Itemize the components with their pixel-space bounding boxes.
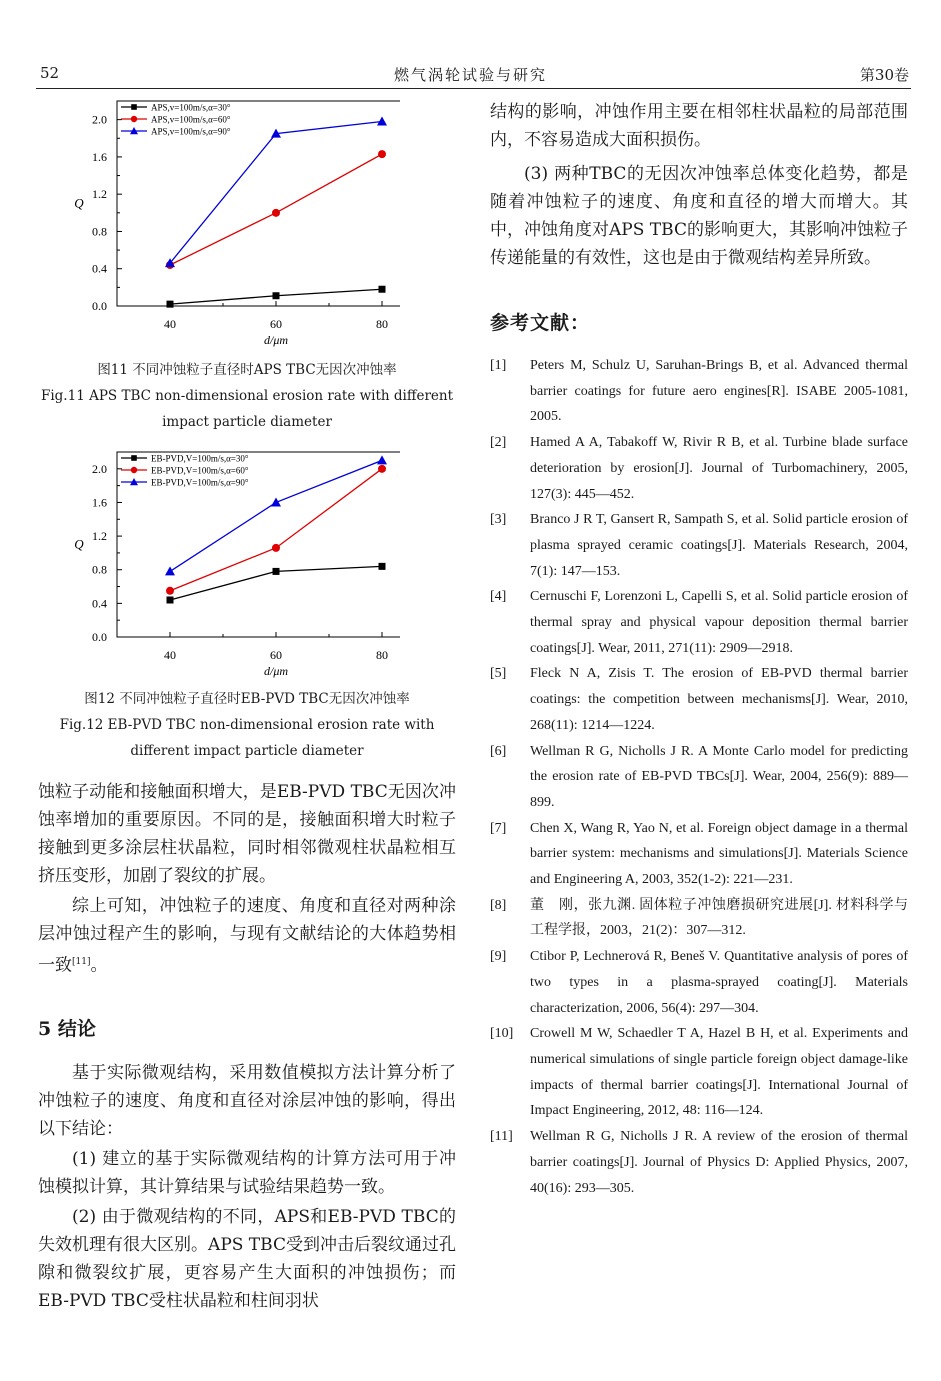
header-rule <box>36 88 911 89</box>
figure-11-caption-en-1: Fig.11 APS TBC non-dimensional erosion rate with different <box>40 388 454 404</box>
series-line <box>170 122 382 264</box>
reference-number: [3] <box>490 512 507 528</box>
citation: [11] <box>72 957 91 967</box>
reference-text: Hamed A A, Tabakoff W, Rivir R B, et al. Turbine blade surface deterioration by erosion[J]. Journal of Turbomachinery, 2005, 127(3): 445—452. <box>530 435 908 502</box>
reference-text: Wellman R G, Nicholls J R. A review of the erosion of thermal barrier coatings[J]. Journal of Physics D: Applied Physics, 2007, 40(16): 293—305. <box>530 1129 908 1196</box>
reference-item <box>490 1124 908 1201</box>
data-point <box>379 563 386 570</box>
reference-item <box>490 816 908 893</box>
reference-number: [6] <box>490 743 507 759</box>
data-point <box>273 292 280 299</box>
data-point <box>165 566 175 575</box>
figure-12-caption-cn: 图12 不同冲蚀粒子直径时EB-PVD TBC无因次冲蚀率 <box>84 691 410 707</box>
reference-text: Cernuschi F, Lorenzoni L, Capelli S, et al. Solid particle erosion of thermal spray and physical vapour deposition thermal barrier coatings[J]. Wear, 2011, 271(11): 2909—2918. <box>530 589 908 656</box>
figure-11-caption <box>38 357 456 435</box>
left-column-text <box>38 778 456 1315</box>
data-point <box>167 301 174 308</box>
x-tick-label: 40 <box>164 317 176 331</box>
data-point <box>377 455 387 464</box>
reference-number: [11] <box>490 1129 513 1145</box>
data-point <box>167 597 174 604</box>
data-point <box>272 209 280 217</box>
data-point <box>379 286 386 293</box>
reference-text: Branco J R T, Gansert R, Sampath S, et al. Solid particle erosion of plasma sprayed ceramic coatings[J]. Materials Research, 2004, 7(1): 147—153. <box>530 512 908 579</box>
y-tick-label: 0.0 <box>92 630 107 644</box>
figure-12-caption <box>38 686 456 764</box>
reference-text: 董 刚，张九渊. 固体粒子冲蚀磨损研究进展[J]. 材料科学与工程学报，2003，21(2)：307—312. <box>530 897 908 939</box>
data-point <box>271 497 281 506</box>
paragraph: 蚀粒子动能和接触面积增大，是EB-PVD TBC无因次冲蚀率增加的重要原因。不同的是，接触面积增大时粒子接触到更多涂层柱状晶粒，同时相邻微观柱状晶粒相互挤压变形，加剧了裂纹的扩展。 <box>38 782 456 886</box>
y-tick-label: 1.6 <box>92 149 107 164</box>
reference-item <box>490 661 908 738</box>
reference-item <box>490 739 908 816</box>
reference-text: Fleck N A, Zisis T. The erosion of EB-PVD thermal barrier coatings: the competition between mechanisms[J]. Wear, 2010, 268(11): 1214—1224. <box>530 666 908 733</box>
reference-text: Chen X, Wang R, Yao N, et al. Foreign object damage in a thermal barrier system: mechanisms and simulations[J]. Materials Science and Engineering A, 2003, 352(1-2): 221—231. <box>530 820 908 888</box>
y-tick-label: 2.0 <box>92 461 107 476</box>
volume-label: 第30卷 <box>859 66 909 84</box>
reference-text: Peters M, Schulz U, Saruhan-Brings B, et al. Advanced thermal barrier coatings for future aero engines[R]. ISABE 2005-1081, 2005. <box>530 358 908 425</box>
data-point <box>377 117 387 126</box>
right-column-text <box>490 98 908 1201</box>
data-point <box>273 568 280 575</box>
reference-item <box>490 893 908 944</box>
reference-number: [7] <box>490 820 507 836</box>
y-tick-label: 0.8 <box>92 224 107 239</box>
x-axis-label: d/μm <box>263 664 289 678</box>
data-point <box>378 150 386 158</box>
reference-item <box>490 507 908 584</box>
data-point <box>272 544 280 552</box>
references-list <box>490 353 908 1201</box>
reference-number: [2] <box>490 435 507 451</box>
x-axis-label: d/μm <box>263 333 289 347</box>
reference-text: Ctibor P, Lechnerová R, Beneš V. Quantitative analysis of pores of two types in a plasma-sprayed coating[J]. Materials characterization, 2006, 56(4): 297—304. <box>530 949 908 1016</box>
legend-label: EB-PVD,V=100m/s,α=30° <box>151 453 249 464</box>
legend-marker <box>131 455 137 461</box>
figure-12-chart <box>60 444 400 684</box>
reference-item <box>490 353 908 430</box>
reference-item <box>490 430 908 507</box>
page-number: 52 <box>40 64 60 82</box>
y-tick-label: 0.8 <box>92 562 107 577</box>
legend-label: EB-PVD,V=100m/s,α=60° <box>151 465 249 476</box>
x-tick-label: 40 <box>164 648 176 662</box>
figure-11-chart <box>60 95 400 353</box>
figure-12-caption-en-2: different impact particle diameter <box>130 743 364 759</box>
legend-label: APS,v=100m/s,α=30° <box>151 102 231 113</box>
reference-text: Wellman R G, Nicholls J R. A Monte Carlo model for predicting the erosion rate of EB-PVD TBCs[J]. Wear, 2004, 256(9): 889—899. <box>530 743 908 810</box>
reference-item <box>490 584 908 661</box>
y-tick-label: 0.4 <box>92 261 107 276</box>
paragraph: (2) 由于微观结构的不同，APS和EB-PVD TBC的失效机理有很大区别。APS TBC受到冲击后裂纹通过孔隙和微裂纹扩展，更容易产生大面积的冲蚀损伤；而EB-PVD TBC受柱状晶粒和柱间羽状 <box>38 1206 456 1311</box>
y-tick-label: 0.0 <box>92 299 107 313</box>
reference-number: [10] <box>490 1026 514 1042</box>
x-tick-label: 60 <box>270 648 282 662</box>
legend-label: APS,v=100m/s,α=60° <box>151 114 231 125</box>
reference-number: [8] <box>490 897 507 913</box>
data-point <box>378 465 386 473</box>
legend-marker <box>131 104 137 110</box>
reference-text: Crowell M W, Schaedler T A, Hazel B H, et al. Experiments and numerical simulations of single particle foreign object damage-like impacts of thermal barrier coatings[J]. International Journal of Impact Engineering, 2012, 48: 116—124. <box>530 1026 908 1119</box>
paragraph: (3) 两种TBC的无因次冲蚀率总体变化趋势，都是随着冲蚀粒子的速度、角度和直径的增大而增大。其中，冲蚀角度对APS TBC的影响更大，其影响冲蚀粒子传递能量的有效性，这也是由于微观结构差异所致。 <box>490 164 908 268</box>
reference-number: [9] <box>490 949 507 965</box>
paragraph: 基于实际微观结构，采用数值模拟方法计算分析了冲蚀粒子的速度、角度和直径对涂层冲蚀的影响，得出以下结论： <box>38 1062 456 1139</box>
legend-label: EB-PVD,V=100m/s,α=90° <box>151 477 249 488</box>
y-tick-label: 1.6 <box>92 495 107 510</box>
paragraph: (1) 建立的基于实际微观结构的计算方法可用于冲蚀模拟计算，其计算结果与试验结果趋势一致。 <box>38 1148 456 1197</box>
figure-12-caption-en-1: Fig.12 EB-PVD TBC non-dimensional erosion rate with <box>59 717 435 733</box>
figure-11-caption-en-2: impact particle diameter <box>162 414 332 430</box>
reference-item <box>490 1021 908 1124</box>
x-tick-label: 80 <box>376 648 388 662</box>
legend-marker <box>131 116 137 122</box>
journal-title: 燃气涡轮试验与研究 <box>393 66 547 84</box>
legend-marker <box>131 467 137 473</box>
figure-11-caption-cn: 图11 不同冲蚀粒子直径时APS TBC无因次冲蚀率 <box>97 362 397 378</box>
references-title: 参考文献： <box>490 312 591 334</box>
paragraph-end: 。 <box>90 955 108 976</box>
x-tick-label: 60 <box>270 317 282 331</box>
y-tick-label: 1.2 <box>92 529 107 544</box>
y-tick-label: 2.0 <box>92 112 107 127</box>
paragraph: 结构的影响，冲蚀作用主要在相邻柱状晶粒的局部范围内，不容易造成大面积损伤。 <box>490 102 908 150</box>
x-tick-label: 80 <box>376 317 388 331</box>
y-tick-label: 0.4 <box>92 596 107 611</box>
reference-item <box>490 944 908 1021</box>
y-axis-label: Q <box>74 195 84 211</box>
paragraph-text: 综上可知，冲蚀粒子的速度、角度和直径对两种涂层冲蚀过程产生的影响，与现有文献结论的大体趋势相一致 <box>38 896 456 976</box>
reference-number: [5] <box>490 666 507 682</box>
reference-number: [1] <box>490 358 507 373</box>
section-title: 5 结论 <box>38 1017 96 1040</box>
y-tick-label: 1.2 <box>92 187 107 202</box>
reference-number: [4] <box>490 589 507 605</box>
data-point <box>166 587 174 595</box>
y-axis-label: Q <box>74 536 84 552</box>
paragraph <box>38 892 456 980</box>
legend-label: APS,v=100m/s,α=90° <box>151 126 231 137</box>
